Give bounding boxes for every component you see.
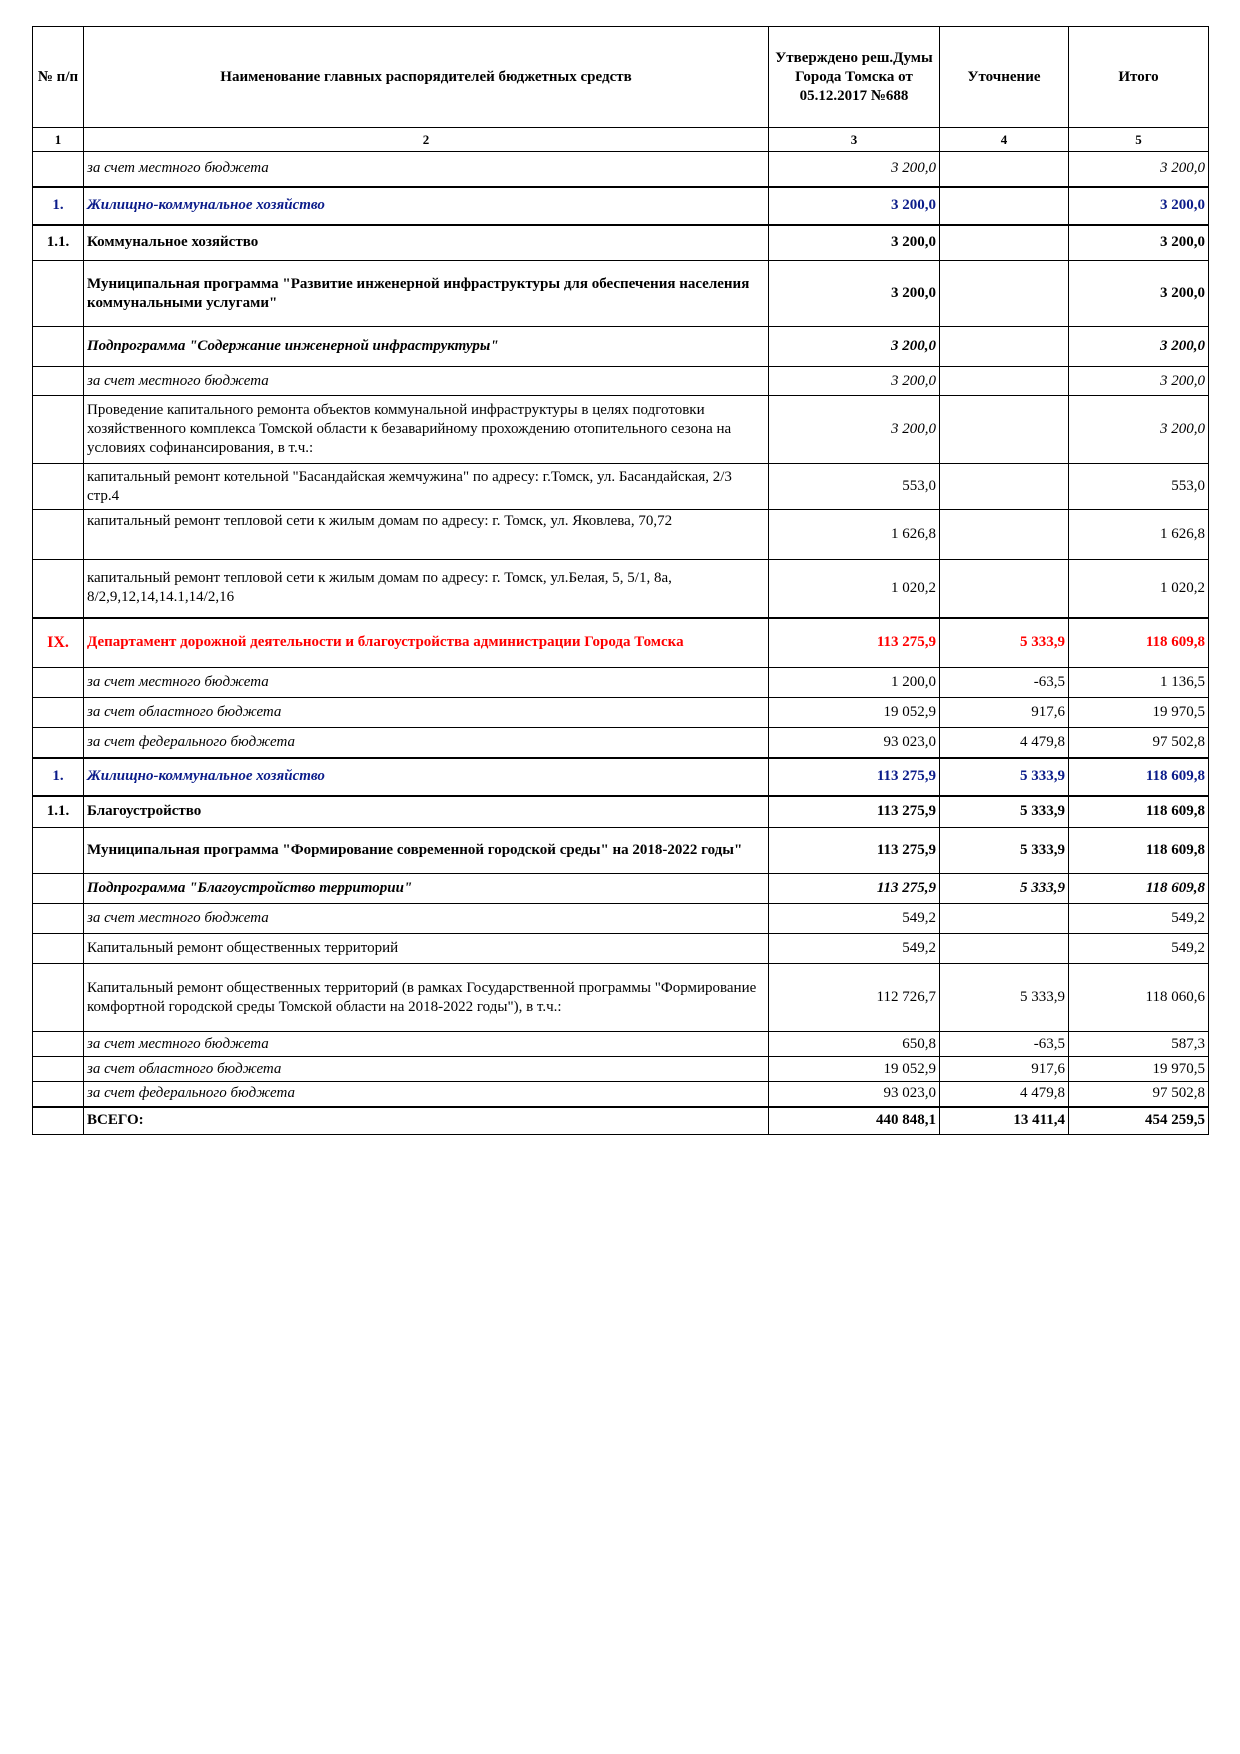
row-clarification bbox=[940, 187, 1069, 225]
row-approved: 112 726,7 bbox=[769, 964, 940, 1032]
row-approved: 19 052,9 bbox=[769, 1057, 940, 1082]
row-number bbox=[33, 152, 84, 187]
row-number bbox=[33, 396, 84, 464]
row-clarification bbox=[940, 152, 1069, 187]
table-row bbox=[33, 187, 1209, 225]
row-clarification bbox=[940, 367, 1069, 396]
row-total: 118 060,6 bbox=[1069, 964, 1209, 1032]
table-row bbox=[33, 560, 1209, 618]
colnum: 1 bbox=[33, 128, 84, 152]
row-total: 1 020,2 bbox=[1069, 560, 1209, 618]
row-approved: 650,8 bbox=[769, 1032, 940, 1057]
row-number bbox=[33, 510, 84, 560]
row-approved: 549,2 bbox=[769, 934, 940, 964]
table-row bbox=[33, 668, 1209, 698]
row-name: капитальный ремонт тепловой сети к жилым домам по адресу: г. Томск, ул. Яковлева, 70,72 bbox=[84, 510, 769, 560]
row-total: 118 609,8 bbox=[1069, 828, 1209, 874]
row-number bbox=[33, 964, 84, 1032]
row-number bbox=[33, 367, 84, 396]
row-number: 1.1. bbox=[33, 796, 84, 828]
table-row bbox=[33, 618, 1209, 668]
row-number bbox=[33, 904, 84, 934]
row-clarification: 5 333,9 bbox=[940, 874, 1069, 904]
table-row bbox=[33, 367, 1209, 396]
row-name: Жилищно-коммунальное хозяйство bbox=[84, 187, 769, 225]
row-total: 118 609,8 bbox=[1069, 796, 1209, 828]
row-number: 1. bbox=[33, 758, 84, 796]
colnum: 3 bbox=[769, 128, 940, 152]
row-total: 3 200,0 bbox=[1069, 261, 1209, 327]
row-name: Муниципальная программа "Развитие инженерной инфраструктуры для обеспечения населения коммунальными услугами" bbox=[84, 261, 769, 327]
row-total: 553,0 bbox=[1069, 464, 1209, 510]
header-clarification: Уточнение bbox=[940, 27, 1069, 128]
row-approved: 3 200,0 bbox=[769, 261, 940, 327]
total-sum: 454 259,5 bbox=[1069, 1107, 1209, 1135]
row-clarification bbox=[940, 327, 1069, 367]
total-label: ВСЕГО: bbox=[84, 1107, 769, 1135]
row-name: за счет федерального бюджета bbox=[84, 1082, 769, 1107]
row-name: Коммунальное хозяйство bbox=[84, 225, 769, 261]
row-approved: 3 200,0 bbox=[769, 152, 940, 187]
table-row bbox=[33, 261, 1209, 327]
row-number bbox=[33, 668, 84, 698]
row-number bbox=[33, 464, 84, 510]
row-name: Капитальный ремонт общественных территорий (в рамках Государственной программы "Формирование комфортной городской среды Томской области на 2018-2022 годы"), в т.ч.: bbox=[84, 964, 769, 1032]
row-approved: 3 200,0 bbox=[769, 187, 940, 225]
table-row bbox=[33, 964, 1209, 1032]
row-total: 549,2 bbox=[1069, 904, 1209, 934]
row-clarification: 5 333,9 bbox=[940, 758, 1069, 796]
table-row bbox=[33, 1082, 1209, 1107]
row-number bbox=[33, 1032, 84, 1057]
table-row bbox=[33, 510, 1209, 560]
row-name: за счет областного бюджета bbox=[84, 698, 769, 728]
table-row bbox=[33, 1057, 1209, 1082]
row-clarification bbox=[940, 510, 1069, 560]
table-row bbox=[33, 874, 1209, 904]
row-approved: 3 200,0 bbox=[769, 396, 940, 464]
row-total: 3 200,0 bbox=[1069, 327, 1209, 367]
row-total: 1 626,8 bbox=[1069, 510, 1209, 560]
row-approved: 549,2 bbox=[769, 904, 940, 934]
row-total: 3 200,0 bbox=[1069, 152, 1209, 187]
table-row bbox=[33, 796, 1209, 828]
row-total: 118 609,8 bbox=[1069, 874, 1209, 904]
row-clarification: -63,5 bbox=[940, 1032, 1069, 1057]
row-number bbox=[33, 728, 84, 758]
row-clarification: 5 333,9 bbox=[940, 828, 1069, 874]
row-name: Подпрограмма "Благоустройство территории" bbox=[84, 874, 769, 904]
row-clarification: 5 333,9 bbox=[940, 618, 1069, 668]
header-approved: Утверждено реш.Думы Города Томска от 05.12.2017 №688 bbox=[769, 27, 940, 128]
table-row bbox=[33, 396, 1209, 464]
table-row bbox=[33, 1032, 1209, 1057]
row-total: 3 200,0 bbox=[1069, 396, 1209, 464]
row-clarification: 917,6 bbox=[940, 1057, 1069, 1082]
row-number bbox=[33, 261, 84, 327]
row-clarification: 917,6 bbox=[940, 698, 1069, 728]
row-total: 97 502,8 bbox=[1069, 1082, 1209, 1107]
row-number: 1.1. bbox=[33, 225, 84, 261]
table-row bbox=[33, 464, 1209, 510]
row-approved: 1 020,2 bbox=[769, 560, 940, 618]
total-clarification: 13 411,4 bbox=[940, 1107, 1069, 1135]
table-row bbox=[33, 698, 1209, 728]
row-approved: 93 023,0 bbox=[769, 728, 940, 758]
row-name: Подпрограмма "Содержание инженерной инфраструктуры" bbox=[84, 327, 769, 367]
colnum: 5 bbox=[1069, 128, 1209, 152]
row-total: 118 609,8 bbox=[1069, 758, 1209, 796]
row-name: за счет местного бюджета bbox=[84, 668, 769, 698]
row-approved: 113 275,9 bbox=[769, 758, 940, 796]
colnum: 4 bbox=[940, 128, 1069, 152]
table-row bbox=[33, 728, 1209, 758]
header-number: № п/п bbox=[33, 27, 84, 128]
row-total: 3 200,0 bbox=[1069, 367, 1209, 396]
row-approved: 93 023,0 bbox=[769, 1082, 940, 1107]
row-approved: 113 275,9 bbox=[769, 874, 940, 904]
row-name: Жилищно-коммунальное хозяйство bbox=[84, 758, 769, 796]
row-approved: 3 200,0 bbox=[769, 367, 940, 396]
row-number bbox=[33, 560, 84, 618]
row-name: капитальный ремонт котельной "Басандайская жемчужина" по адресу: г.Томск, ул. Басандайская, 2/3 стр.4 bbox=[84, 464, 769, 510]
header-total: Итого bbox=[1069, 27, 1209, 128]
budget-table bbox=[32, 26, 1209, 1135]
row-clarification bbox=[940, 225, 1069, 261]
row-number bbox=[33, 327, 84, 367]
row-total: 587,3 bbox=[1069, 1032, 1209, 1057]
row-clarification bbox=[940, 904, 1069, 934]
column-numbers bbox=[33, 128, 1209, 152]
row-name: Проведение капитального ремонта объектов коммунальной инфраструктуры в целях подготовки хозяйственного комплекса Томской области к безаварийному прохождению отопительного сезона на условиях софинансирования, в т.ч.: bbox=[84, 396, 769, 464]
table-header bbox=[33, 27, 1209, 128]
row-name: Муниципальная программа "Формирование современной городской среды" на 2018-2022 годы" bbox=[84, 828, 769, 874]
row-approved: 113 275,9 bbox=[769, 618, 940, 668]
row-total: 19 970,5 bbox=[1069, 1057, 1209, 1082]
total-row bbox=[33, 1107, 1209, 1135]
row-clarification: 5 333,9 bbox=[940, 796, 1069, 828]
row-name: капитальный ремонт тепловой сети к жилым домам по адресу: г. Томск, ул.Белая, 5, 5/1, 8а, 8/2,9,12,14,14.1,14/2,16 bbox=[84, 560, 769, 618]
row-number: 1. bbox=[33, 187, 84, 225]
row-number: IX. bbox=[33, 618, 84, 668]
row-number bbox=[33, 874, 84, 904]
row-name: за счет местного бюджета bbox=[84, 1032, 769, 1057]
table-row bbox=[33, 934, 1209, 964]
row-total: 19 970,5 bbox=[1069, 698, 1209, 728]
row-name: за счет местного бюджета bbox=[84, 367, 769, 396]
table-row bbox=[33, 828, 1209, 874]
row-number bbox=[33, 1082, 84, 1107]
row-total: 3 200,0 bbox=[1069, 225, 1209, 261]
row-name: Благоустройство bbox=[84, 796, 769, 828]
row-name: за счет федерального бюджета bbox=[84, 728, 769, 758]
row-name: за счет областного бюджета bbox=[84, 1057, 769, 1082]
row-total: 97 502,8 bbox=[1069, 728, 1209, 758]
total-approved: 440 848,1 bbox=[769, 1107, 940, 1135]
row-clarification bbox=[940, 464, 1069, 510]
row-total: 3 200,0 bbox=[1069, 187, 1209, 225]
row-approved: 19 052,9 bbox=[769, 698, 940, 728]
row-total: 118 609,8 bbox=[1069, 618, 1209, 668]
total-number bbox=[33, 1107, 84, 1135]
row-total: 1 136,5 bbox=[1069, 668, 1209, 698]
row-approved: 1 626,8 bbox=[769, 510, 940, 560]
row-approved: 113 275,9 bbox=[769, 828, 940, 874]
row-approved: 3 200,0 bbox=[769, 327, 940, 367]
row-number bbox=[33, 828, 84, 874]
row-clarification: -63,5 bbox=[940, 668, 1069, 698]
table-row bbox=[33, 225, 1209, 261]
row-name: за счет местного бюджета bbox=[84, 152, 769, 187]
row-approved: 113 275,9 bbox=[769, 796, 940, 828]
table-row bbox=[33, 758, 1209, 796]
row-clarification bbox=[940, 560, 1069, 618]
row-clarification: 4 479,8 bbox=[940, 728, 1069, 758]
row-number bbox=[33, 1057, 84, 1082]
table-row bbox=[33, 152, 1209, 187]
table-row bbox=[33, 327, 1209, 367]
row-approved: 1 200,0 bbox=[769, 668, 940, 698]
table-row bbox=[33, 904, 1209, 934]
row-name: Капитальный ремонт общественных территорий bbox=[84, 934, 769, 964]
row-clarification bbox=[940, 396, 1069, 464]
row-name: за счет местного бюджета bbox=[84, 904, 769, 934]
row-total: 549,2 bbox=[1069, 934, 1209, 964]
row-approved: 553,0 bbox=[769, 464, 940, 510]
row-clarification: 5 333,9 bbox=[940, 964, 1069, 1032]
header-name: Наименование главных распорядителей бюджетных средств bbox=[84, 27, 769, 128]
row-clarification bbox=[940, 261, 1069, 327]
row-number bbox=[33, 934, 84, 964]
row-number bbox=[33, 698, 84, 728]
row-name: Департамент дорожной деятельности и благоустройства администрации Города Томска bbox=[84, 618, 769, 668]
colnum: 2 bbox=[84, 128, 769, 152]
row-clarification: 4 479,8 bbox=[940, 1082, 1069, 1107]
row-clarification bbox=[940, 934, 1069, 964]
row-approved: 3 200,0 bbox=[769, 225, 940, 261]
